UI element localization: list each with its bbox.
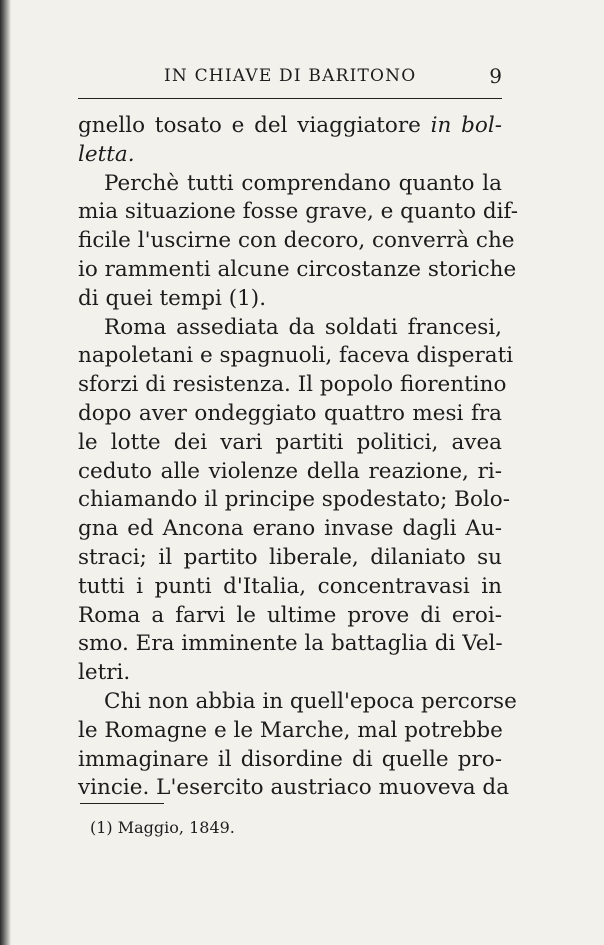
book-spine-edge [0, 0, 11, 945]
footnote-rule [80, 803, 164, 804]
text-line: Roma assediata da soldati francesi, [104, 314, 502, 340]
running-title: IN CHIAVE DI BARITONO [164, 66, 417, 86]
text-line: dopo aver ondeggiato quattro mesi fra [78, 400, 502, 426]
text-line: di quei tempi (1). [78, 285, 267, 311]
text-line: letri. [78, 660, 131, 686]
text-line: Perchè tutti comprendano quanto la [104, 170, 502, 196]
text-line: letta. [78, 141, 135, 167]
text-line: sforzi di resistenza. Il popolo fiorentino [78, 372, 507, 398]
text-line: tutti i punti d'Italia, concentravasi in [78, 573, 502, 599]
text-line: Chi non abbia in quell'epoca percorse [104, 688, 517, 714]
text-line: le lotte dei vari partiti politici, avea [78, 429, 502, 455]
page-number: 9 [489, 64, 502, 88]
text-line: mia situazione fosse grave, e quanto dif- [78, 199, 518, 225]
text-line: ficile l'uscirne con decoro, converrà che [78, 228, 515, 254]
text-line: Roma a farvi le ultime prove di eroi- [78, 602, 502, 628]
text-line: smo. Era imminente la battaglia di Vel- [78, 631, 503, 657]
page-header [78, 64, 502, 92]
text-line: vincie. L'esercito austriaco muoveva da [78, 775, 510, 801]
body-text [78, 112, 518, 803]
text-line: straci; il partito liberale, dilaniato su [78, 544, 502, 570]
text-line: io rammenti alcune circostanze storiche [78, 256, 517, 282]
text-line: immaginare il disordine di quelle pro- [78, 746, 502, 772]
header-rule [78, 98, 502, 99]
text-line: chiamando il principe spodestato; Bolo- [78, 487, 510, 513]
text-line: ceduto alle violenze della reazione, ri- [78, 458, 502, 484]
text-line: gna ed Ancona erano invase dagli Au- [78, 516, 502, 542]
text-line: napoletani e spagnuoli, faceva disperati [78, 343, 514, 369]
text-line: le Romagne e le Marche, mal potrebbe [78, 717, 503, 743]
text-line: gnello tosato e del viaggiatore in bol- [78, 113, 503, 138]
footnote: (1) Maggio, 1849. [90, 818, 235, 837]
